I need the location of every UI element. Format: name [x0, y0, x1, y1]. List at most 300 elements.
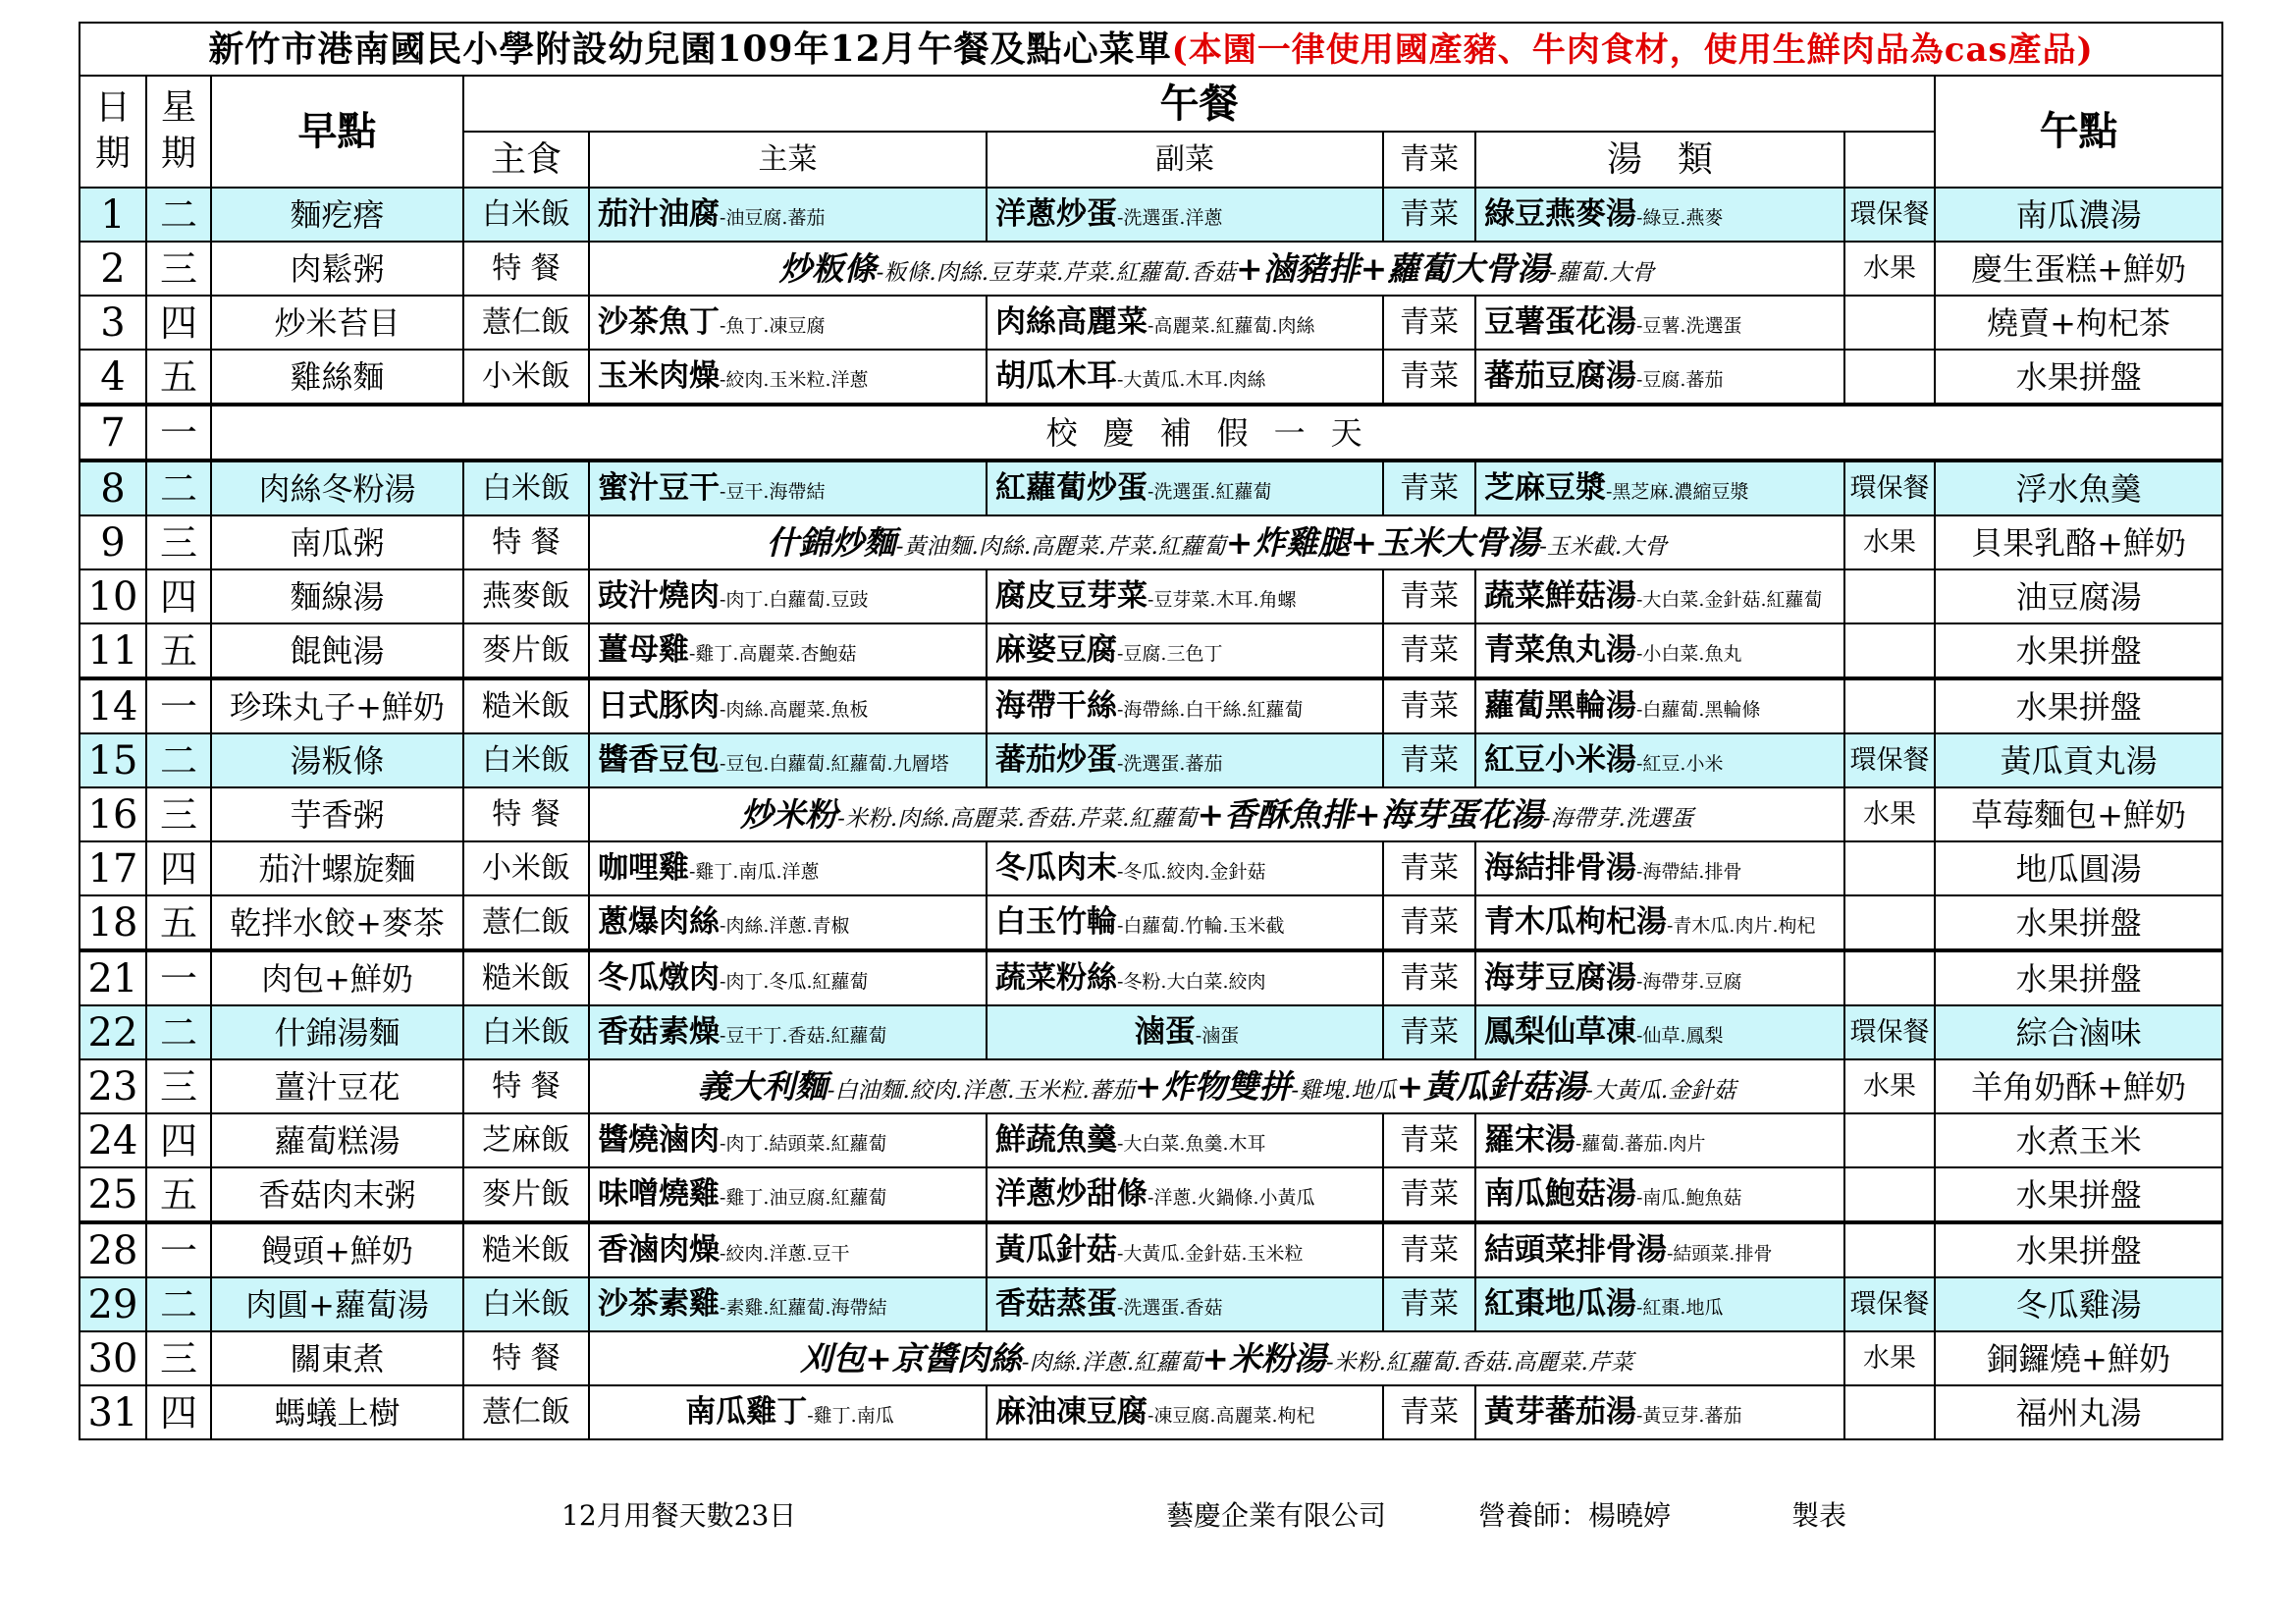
- staple-cell: 薏仁飯: [463, 1385, 589, 1439]
- made-by: 製表: [1791, 1499, 1847, 1532]
- header-main: 主菜: [589, 132, 987, 188]
- day-cell: 2: [80, 242, 146, 296]
- vegetable-cell: 青菜: [1383, 1222, 1475, 1277]
- main-dish-ingredients: -絞肉.玉米粒.洋蔥: [720, 369, 869, 391]
- main-dish-cell: [589, 623, 987, 678]
- special-dish-name: +炸雞腿: [1225, 522, 1351, 562]
- vegetable-cell: 青菜: [1383, 296, 1475, 350]
- soup-ingredients: -蘿蔔.蕃茄.肉片: [1575, 1133, 1706, 1155]
- staple-cell: 糙米飯: [463, 678, 589, 733]
- main-dish-ingredients: -雞丁.高麗菜.杏鮑菇: [689, 643, 857, 665]
- main-dish-name: 沙茶素雞: [598, 1286, 720, 1322]
- soup-name: 蕃茄豆腐湯: [1484, 358, 1636, 394]
- side-dish-name: 滷蛋: [1134, 1014, 1196, 1050]
- weekday-cell: 三: [146, 515, 211, 569]
- weekday-cell: 三: [146, 787, 211, 841]
- day-cell: 4: [80, 350, 146, 405]
- weekday-cell: 四: [146, 1385, 211, 1439]
- soup-cell: [1475, 895, 1844, 950]
- day-cell: 25: [80, 1167, 146, 1222]
- main-dish-ingredients: -豆干.海帶結: [720, 481, 826, 503]
- breakfast-cell: 珍珠丸子+鮮奶: [211, 678, 463, 733]
- side-dish-cell: [987, 1113, 1383, 1167]
- special-dish-ingredients: -白油麵.絞肉.洋蔥.玉米粒.蕃茄: [827, 1077, 1135, 1104]
- staple-cell: 小米飯: [463, 350, 589, 405]
- side-dish-cell: [987, 841, 1383, 895]
- day-cell: 24: [80, 1113, 146, 1167]
- header-breakfast: 早點: [211, 76, 463, 188]
- vegetable-cell: 青菜: [1383, 841, 1475, 895]
- main-dish-name: 豉汁燒肉: [598, 578, 720, 614]
- special-meal-cell: [589, 787, 1844, 841]
- day-cell: 9: [80, 515, 146, 569]
- vegetable-cell: 青菜: [1383, 895, 1475, 950]
- special-dish-ingredients: -黃油麵.肉絲.高麗菜.芹菜.紅蘿蔔: [895, 533, 1226, 560]
- side-dish-ingredients: -高麗菜.紅蘿蔔.肉絲: [1148, 315, 1315, 337]
- vegetable-cell: 青菜: [1383, 950, 1475, 1005]
- side-dish-ingredients: -海帶絲.白干絲.紅蘿蔔: [1117, 699, 1304, 721]
- side-dish-cell: [987, 950, 1383, 1005]
- vegetable-cell: 青菜: [1383, 1167, 1475, 1222]
- soup-name: 蔬菜鮮菇湯: [1484, 578, 1636, 614]
- main-dish-name: 香菇素燥: [598, 1014, 720, 1050]
- soup-name: 青木瓜枸杞湯: [1484, 904, 1667, 940]
- breakfast-cell: 麵疙瘩: [211, 188, 463, 242]
- extra-cell: 環保餐: [1844, 733, 1935, 787]
- side-dish-cell: [987, 188, 1383, 242]
- soup-ingredients: -豆腐.蕃茄: [1636, 369, 1724, 391]
- side-dish-ingredients: -滷蛋: [1195, 1025, 1240, 1047]
- weekday-cell: 五: [146, 623, 211, 678]
- extra-cell: [1844, 678, 1935, 733]
- main-dish-name: 日式豚肉: [598, 688, 720, 724]
- company-name: 藝慶企業有限公司: [1166, 1499, 1387, 1532]
- main-dish-cell: [589, 841, 987, 895]
- special-meal-cell: [589, 1331, 1844, 1385]
- soup-ingredients: -海帶芽.豆腐: [1636, 971, 1742, 993]
- day-cell: 22: [80, 1005, 146, 1059]
- main-dish-name: 味噌燒雞: [598, 1176, 720, 1212]
- soup-ingredients: -白蘿蔔.黑輪條: [1636, 699, 1761, 721]
- extra-cell: [1844, 1222, 1935, 1277]
- menu-row: [80, 895, 2222, 950]
- day-cell: 11: [80, 623, 146, 678]
- soup-name: 綠豆燕麥湯: [1484, 196, 1636, 232]
- menu-row: [80, 242, 2222, 296]
- soup-cell: [1475, 841, 1844, 895]
- main-dish-ingredients: -雞丁.南瓜: [807, 1405, 894, 1427]
- afternoon-snack-cell: 貝果乳酪+鮮奶: [1935, 515, 2222, 569]
- side-dish-ingredients: -凍豆腐.高麗菜.枸杞: [1148, 1405, 1315, 1427]
- staple-cell: 白米飯: [463, 1277, 589, 1331]
- side-dish-ingredients: -洗選蛋.香菇: [1117, 1297, 1223, 1319]
- soup-cell: [1475, 1167, 1844, 1222]
- special-dish-name: 義大利麵: [697, 1066, 828, 1106]
- staple-cell: 麥片飯: [463, 623, 589, 678]
- soup-name: 海芽豆腐湯: [1484, 960, 1636, 996]
- soup-cell: [1475, 296, 1844, 350]
- special-dish-name: +玉米大骨湯: [1350, 522, 1540, 562]
- side-dish-ingredients: -冬瓜.絞肉.金針菇: [1117, 861, 1266, 883]
- special-dish-ingredients: -海帶芽.洗選蛋: [1542, 805, 1693, 832]
- menu-row: [80, 733, 2222, 787]
- breakfast-cell: 肉包+鮮奶: [211, 950, 463, 1005]
- soup-ingredients: -仙草.鳳梨: [1636, 1025, 1724, 1047]
- staple-cell: 糙米飯: [463, 1222, 589, 1277]
- side-dish-name: 海帶干絲: [995, 688, 1117, 724]
- soup-name: 紅豆小米湯: [1484, 742, 1636, 778]
- special-dish-ingredients: -米粉.紅蘿蔔.香菇.高麗菜.芹菜: [1325, 1349, 1633, 1376]
- soup-ingredients: -紅棗.地瓜: [1636, 1297, 1724, 1319]
- extra-cell: 水果: [1844, 1331, 1935, 1385]
- staple-cell: 燕麥飯: [463, 569, 589, 623]
- soup-name: 蘿蔔黑輪湯: [1484, 688, 1636, 724]
- side-dish-cell: [987, 296, 1383, 350]
- main-dish-cell: [589, 296, 987, 350]
- soup-name: 黃芽蕃茄湯: [1484, 1394, 1636, 1430]
- menu-row: [80, 460, 2222, 515]
- soup-name: 南瓜鮑菇湯: [1484, 1176, 1636, 1212]
- title-row: [80, 23, 2222, 76]
- breakfast-cell: 蘿蔔糕湯: [211, 1113, 463, 1167]
- weekday-cell: 二: [146, 188, 211, 242]
- breakfast-cell: 乾拌水餃+麥茶: [211, 895, 463, 950]
- side-dish-ingredients: -冬粉.大白菜.絞肉: [1117, 971, 1266, 993]
- afternoon-snack-cell: 水果拼盤: [1935, 350, 2222, 405]
- side-dish-name: 麻婆豆腐: [995, 632, 1117, 668]
- extra-cell: 環保餐: [1844, 188, 1935, 242]
- staple-cell: 白米飯: [463, 733, 589, 787]
- special-dish-ingredients: -肉絲.洋蔥.紅蘿蔔: [1021, 1349, 1202, 1376]
- afternoon-snack-cell: 冬瓜雞湯: [1935, 1277, 2222, 1331]
- extra-cell: [1844, 1113, 1935, 1167]
- header-side: 副菜: [987, 132, 1383, 188]
- weekday-cell: 五: [146, 895, 211, 950]
- soup-cell: [1475, 1113, 1844, 1167]
- breakfast-cell: 什錦湯麵: [211, 1005, 463, 1059]
- extra-cell: 水果: [1844, 242, 1935, 296]
- staple-cell: 薏仁飯: [463, 895, 589, 950]
- weekday-cell: 三: [146, 1331, 211, 1385]
- main-dish-cell: [589, 460, 987, 515]
- day-cell: 28: [80, 1222, 146, 1277]
- main-dish-cell: [589, 350, 987, 405]
- day-cell: 3: [80, 296, 146, 350]
- menu-row: [80, 678, 2222, 733]
- special-dish-name: +海芽蛋花湯: [1354, 794, 1543, 834]
- breakfast-cell: 肉鬆粥: [211, 242, 463, 296]
- side-dish-cell: [987, 1005, 1383, 1059]
- soup-cell: [1475, 569, 1844, 623]
- main-dish-cell: [589, 1277, 987, 1331]
- main-dish-ingredients: -豆干丁.香菇.紅蘿蔔: [720, 1025, 887, 1047]
- extra-cell: [1844, 950, 1935, 1005]
- vegetable-cell: 青菜: [1383, 460, 1475, 515]
- special-dish-name: +米粉湯: [1201, 1338, 1326, 1378]
- day-cell: 31: [80, 1385, 146, 1439]
- weekday-cell: 一: [146, 950, 211, 1005]
- main-dish-name: 玉米肉燥: [598, 358, 720, 394]
- soup-cell: [1475, 678, 1844, 733]
- breakfast-cell: 湯粄條: [211, 733, 463, 787]
- side-dish-name: 腐皮豆芽菜: [995, 578, 1148, 614]
- header-weekday: 星期: [146, 76, 211, 188]
- main-dish-ingredients: -絞肉.洋蔥.豆干: [720, 1243, 850, 1265]
- day-cell: 16: [80, 787, 146, 841]
- soup-name: 青菜魚丸湯: [1484, 632, 1636, 668]
- breakfast-cell: 茄汁螺旋麵: [211, 841, 463, 895]
- title-text: 新竹市港南國民小學附設幼兒園109年12月午餐及點心菜單: [208, 28, 1172, 70]
- menu-row: [80, 515, 2222, 569]
- vegetable-cell: 青菜: [1383, 733, 1475, 787]
- vegetable-cell: 青菜: [1383, 1005, 1475, 1059]
- day-cell: 17: [80, 841, 146, 895]
- soup-cell: [1475, 623, 1844, 678]
- header-lunch: 午餐: [463, 76, 1935, 132]
- extra-cell: 環保餐: [1844, 1277, 1935, 1331]
- menu-row: [80, 350, 2222, 405]
- soup-cell: [1475, 1277, 1844, 1331]
- special-dish-name: 炒米粉: [740, 794, 838, 834]
- day-cell: 8: [80, 460, 146, 515]
- afternoon-snack-cell: 綜合滷味: [1935, 1005, 2222, 1059]
- afternoon-snack-cell: 燒賣+枸杞茶: [1935, 296, 2222, 350]
- weekday-cell: 二: [146, 1005, 211, 1059]
- menu-sheet: [79, 22, 2221, 1440]
- page-title: [80, 23, 2222, 76]
- extra-cell: [1844, 296, 1935, 350]
- soup-ingredients: -綠豆.燕麥: [1636, 207, 1724, 229]
- soup-cell: [1475, 460, 1844, 515]
- menu-row: [80, 1222, 2222, 1277]
- afternoon-snack-cell: 慶生蛋糕+鮮奶: [1935, 242, 2222, 296]
- side-dish-cell: [987, 678, 1383, 733]
- main-dish-ingredients: -肉丁.冬瓜.紅蘿蔔: [720, 971, 869, 993]
- weekday-cell: 一: [146, 1222, 211, 1277]
- special-dish-ingredients: -米粉.肉絲.高麗菜.香菇.芹菜.紅蘿蔔: [837, 805, 1198, 832]
- menu-row: [80, 296, 2222, 350]
- main-dish-name: 蔥爆肉絲: [598, 904, 720, 940]
- soup-name: 豆薯蛋花湯: [1484, 304, 1636, 340]
- side-dish-ingredients: -大白菜.魚羹.木耳: [1117, 1133, 1266, 1155]
- header-soup: 湯 類: [1475, 132, 1844, 188]
- side-dish-name: 肉絲高麗菜: [995, 304, 1148, 340]
- soup-cell: [1475, 1005, 1844, 1059]
- header-staple: 主食: [463, 132, 589, 188]
- afternoon-snack-cell: 油豆腐湯: [1935, 569, 2222, 623]
- vegetable-cell: 青菜: [1383, 350, 1475, 405]
- menu-row: [80, 1331, 2222, 1385]
- soup-cell: [1475, 950, 1844, 1005]
- breakfast-cell: 餛飩湯: [211, 623, 463, 678]
- breakfast-cell: 香菇肉末粥: [211, 1167, 463, 1222]
- side-dish-cell: [987, 1385, 1383, 1439]
- breakfast-cell: 雞絲麵: [211, 350, 463, 405]
- main-dish-ingredients: -肉丁.結頭菜.紅蘿蔔: [720, 1133, 887, 1155]
- extra-cell: [1844, 841, 1935, 895]
- afternoon-snack-cell: 南瓜濃湯: [1935, 188, 2222, 242]
- side-dish-name: 蕃茄炒蛋: [995, 742, 1117, 778]
- special-dish-name: 炒粄條: [778, 248, 877, 288]
- header-veg: 青菜: [1383, 132, 1475, 188]
- afternoon-snack-cell: 水煮玉米: [1935, 1113, 2222, 1167]
- soup-cell: [1475, 1385, 1844, 1439]
- soup-ingredients: -青木瓜.肉片.枸杞: [1667, 915, 1816, 937]
- side-dish-name: 麻油凍豆腐: [995, 1394, 1148, 1430]
- main-dish-name: 香滷肉燥: [598, 1232, 720, 1268]
- soup-ingredients: -結頭菜.排骨: [1667, 1243, 1773, 1265]
- main-dish-name: 蜜汁豆干: [598, 470, 720, 506]
- header-snack: 午點: [1935, 76, 2222, 188]
- breakfast-cell: 麵線湯: [211, 569, 463, 623]
- side-dish-name: 黃瓜針菇: [995, 1232, 1117, 1268]
- breakfast-cell: 肉圓+蘿蔔湯: [211, 1277, 463, 1331]
- staple-cell: 薏仁飯: [463, 296, 589, 350]
- weekday-cell: 四: [146, 296, 211, 350]
- afternoon-snack-cell: 水果拼盤: [1935, 1222, 2222, 1277]
- main-dish-cell: [589, 895, 987, 950]
- meal-days: 12月用餐天數23日: [561, 1499, 797, 1532]
- menu-row: [80, 1059, 2222, 1113]
- afternoon-snack-cell: 水果拼盤: [1935, 950, 2222, 1005]
- special-dish-ingredients: -雞塊.地瓜: [1291, 1077, 1397, 1104]
- main-dish-cell: [589, 1167, 987, 1222]
- footer: [0, 1494, 2296, 1534]
- extra-cell: 水果: [1844, 787, 1935, 841]
- side-dish-ingredients: -白蘿蔔.竹輪.玉米截: [1117, 915, 1285, 937]
- soup-name: 羅宋湯: [1484, 1122, 1575, 1158]
- main-dish-cell: [589, 1113, 987, 1167]
- breakfast-cell: 薑汁豆花: [211, 1059, 463, 1113]
- side-dish-cell: [987, 460, 1383, 515]
- vegetable-cell: 青菜: [1383, 1113, 1475, 1167]
- main-dish-cell: [589, 733, 987, 787]
- main-dish-name: 茄汁油腐: [598, 196, 720, 232]
- day-cell: 7: [80, 405, 146, 460]
- soup-name: 結頭菜排骨湯: [1484, 1232, 1667, 1268]
- menu-row: [80, 188, 2222, 242]
- menu-row: [80, 1005, 2222, 1059]
- afternoon-snack-cell: 水果拼盤: [1935, 623, 2222, 678]
- header-extra: [1844, 132, 1935, 188]
- afternoon-snack-cell: 福州丸湯: [1935, 1385, 2222, 1439]
- weekday-cell: 二: [146, 1277, 211, 1331]
- special-dish-name: 什錦炒麵: [766, 522, 896, 562]
- day-cell: 21: [80, 950, 146, 1005]
- staple-cell: 白米飯: [463, 460, 589, 515]
- main-dish-cell: [589, 678, 987, 733]
- main-dish-ingredients: -魚丁.凍豆腐: [720, 315, 826, 337]
- menu-row: [80, 1277, 2222, 1331]
- main-dish-name: 醬燒滷肉: [598, 1122, 720, 1158]
- special-dish-ingredients: -蘿蔔.大骨: [1549, 259, 1655, 286]
- staple-cell: 芝麻飯: [463, 1113, 589, 1167]
- weekday-cell: 五: [146, 350, 211, 405]
- weekday-cell: 四: [146, 841, 211, 895]
- breakfast-cell: 芋香粥: [211, 787, 463, 841]
- weekday-cell: 二: [146, 733, 211, 787]
- extra-cell: [1844, 350, 1935, 405]
- soup-ingredients: -大白菜.金針菇.紅蘿蔔: [1636, 589, 1823, 611]
- day-cell: 23: [80, 1059, 146, 1113]
- main-dish-cell: [589, 569, 987, 623]
- staple-cell: 特 餐: [463, 1331, 589, 1385]
- weekday-cell: 四: [146, 1113, 211, 1167]
- menu-body: [80, 188, 2222, 1439]
- vegetable-cell: 青菜: [1383, 623, 1475, 678]
- soup-name: 芝麻豆漿: [1484, 470, 1606, 506]
- side-dish-cell: [987, 350, 1383, 405]
- breakfast-cell: 螞蟻上樹: [211, 1385, 463, 1439]
- extra-cell: 水果: [1844, 1059, 1935, 1113]
- main-dish-ingredients: -素雞.紅蘿蔔.海帶結: [720, 1297, 887, 1319]
- side-dish-name: 蔬菜粉絲: [995, 960, 1117, 996]
- side-dish-name: 紅蘿蔔炒蛋: [995, 470, 1148, 506]
- soup-name: 海結排骨湯: [1484, 850, 1636, 886]
- vegetable-cell: 青菜: [1383, 1385, 1475, 1439]
- special-dish-ingredients: -玉米截.大骨: [1539, 533, 1668, 560]
- afternoon-snack-cell: 羊角奶酥+鮮奶: [1935, 1059, 2222, 1113]
- main-dish-ingredients: -肉丁.白蘿蔔.豆豉: [720, 589, 869, 611]
- side-dish-ingredients: -洋蔥.火鍋條.小黃瓜: [1148, 1187, 1315, 1209]
- side-dish-ingredients: -豆芽菜.木耳.角螺: [1148, 589, 1297, 611]
- title-note: (本園一律使用國產豬、牛肉食材，使用生鮮肉品為cas產品): [1171, 30, 2094, 70]
- side-dish-cell: [987, 895, 1383, 950]
- staple-cell: 白米飯: [463, 1005, 589, 1059]
- dietitian: 營養師：楊曉婷: [1478, 1499, 1672, 1532]
- side-dish-name: 白玉竹輪: [995, 904, 1117, 940]
- side-dish-name: 胡瓜木耳: [995, 358, 1117, 394]
- side-dish-ingredients: -大黃瓜.金針菇.玉米粒: [1117, 1243, 1304, 1265]
- side-dish-ingredients: -洗選蛋.洋蔥: [1117, 207, 1223, 229]
- menu-row: [80, 1167, 2222, 1222]
- afternoon-snack-cell: 水果拼盤: [1935, 678, 2222, 733]
- weekday-cell: 一: [146, 678, 211, 733]
- side-dish-name: 香菇蒸蛋: [995, 1286, 1117, 1322]
- soup-name: 紅棗地瓜湯: [1484, 1286, 1636, 1322]
- header-day: 日期: [80, 76, 146, 188]
- side-dish-ingredients: -洗選蛋.蕃茄: [1117, 753, 1223, 775]
- special-dish-name: +蘿蔔大骨湯: [1360, 248, 1550, 288]
- special-dish-name: +炸物雙拼: [1134, 1066, 1292, 1106]
- vegetable-cell: 青菜: [1383, 188, 1475, 242]
- side-dish-ingredients: -豆腐.三色丁: [1117, 643, 1223, 665]
- staple-cell: 糙米飯: [463, 950, 589, 1005]
- main-dish-ingredients: -雞丁.油豆腐.紅蘿蔔: [720, 1187, 887, 1209]
- soup-ingredients: -黑芝麻.濃縮豆漿: [1606, 481, 1749, 503]
- soup-ingredients: -小白菜.魚丸: [1636, 643, 1742, 665]
- weekday-cell: 二: [146, 460, 211, 515]
- soup-name: 鳳梨仙草凍: [1484, 1014, 1636, 1050]
- special-dish-name: +香酥魚排: [1197, 794, 1355, 834]
- afternoon-snack-cell: 銅鑼燒+鮮奶: [1935, 1331, 2222, 1385]
- soup-cell: [1475, 188, 1844, 242]
- breakfast-cell: 饅頭+鮮奶: [211, 1222, 463, 1277]
- main-dish-ingredients: -肉絲.洋蔥.青椒: [720, 915, 850, 937]
- extra-cell: 環保餐: [1844, 460, 1935, 515]
- soup-cell: [1475, 733, 1844, 787]
- vegetable-cell: 青菜: [1383, 1277, 1475, 1331]
- main-dish-name: 冬瓜燉肉: [598, 960, 720, 996]
- staple-cell: 麥片飯: [463, 1167, 589, 1222]
- soup-ingredients: -南瓜.鮑魚菇: [1636, 1187, 1742, 1209]
- main-dish-cell: [589, 1385, 987, 1439]
- special-meal-cell: [589, 242, 1844, 296]
- staple-cell: 小米飯: [463, 841, 589, 895]
- side-dish-cell: [987, 569, 1383, 623]
- soup-ingredients: -海帶結.排骨: [1636, 861, 1742, 883]
- side-dish-cell: [987, 733, 1383, 787]
